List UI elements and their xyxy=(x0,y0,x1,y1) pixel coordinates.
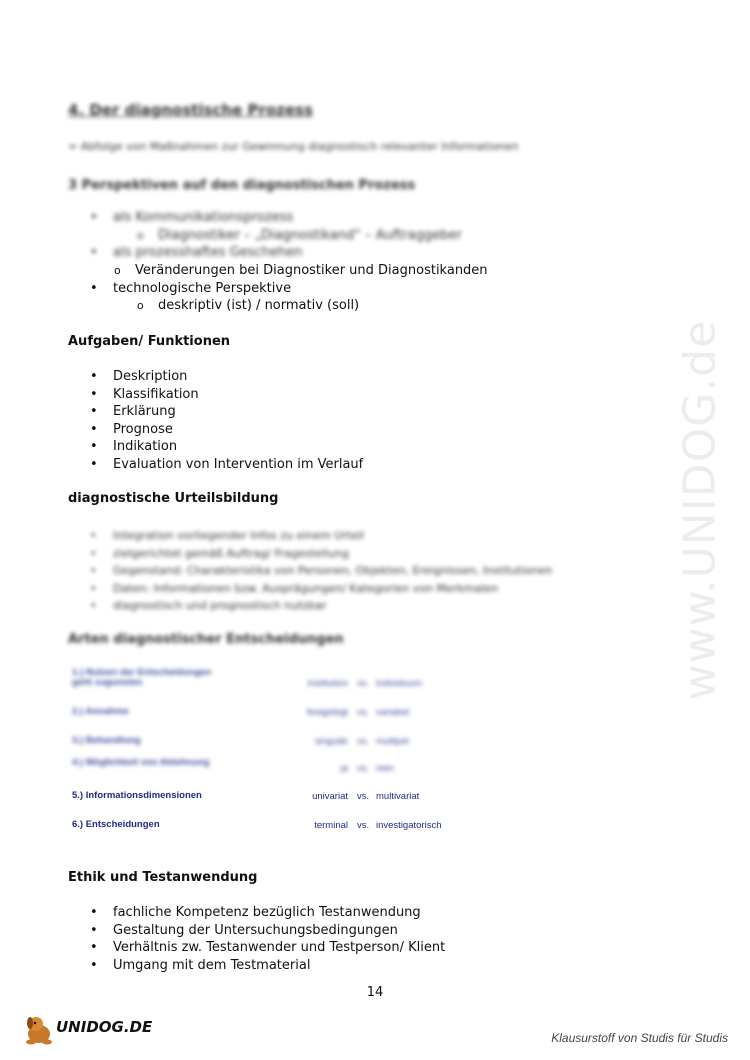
list-item: • diagnostisch und prognostisch nutzbar xyxy=(90,597,552,615)
ethics-title: Ethik und Testanwendung xyxy=(68,870,258,885)
list-item: • Verhältnis zw. Testanwender und Testperson/ Klient xyxy=(90,939,445,957)
tasks-title: Aufgaben/ Funktionen xyxy=(68,334,231,349)
list-item: • Indikation xyxy=(90,438,363,456)
tasks-list xyxy=(90,368,363,473)
list-item: • fachliche Kompetenz bezüglich Testanwendung xyxy=(90,904,445,922)
list-item: • Deskription xyxy=(90,368,363,386)
sub-list-item: o Diagnostiker – „Diagnostikand“ – Auftraggeber xyxy=(113,227,462,245)
list-item: • Umgang mit dem Testmaterial xyxy=(90,957,445,975)
list-item: • Gestaltung der Untersuchungsbedingungen xyxy=(90,922,445,940)
section-heading: 4. Der diagnostische Prozess xyxy=(68,101,313,119)
sub-list-item: o Veränderungen bei Diagnostiker und Diagnostikanden xyxy=(90,262,488,280)
perspectives-list xyxy=(90,209,462,262)
list-item: • Klassifikation xyxy=(90,386,363,404)
list-item: • Daten: Informationen bzw. Ausprägungen/ Kategorien von Merkmalen xyxy=(90,580,552,598)
decisions-title: Arten diagnostischer Entscheidungen xyxy=(68,632,344,647)
sub-list-item: o deskriptiv (ist) / normativ (soll) xyxy=(113,297,488,315)
perspectives-title: 3 Perspektiven auf den diagnostischen Prozess xyxy=(68,178,416,193)
list-item: • Prognose xyxy=(90,421,363,439)
list-item xyxy=(90,262,488,280)
judgement-list xyxy=(90,527,552,615)
list-item: • technologische Perspektive o deskriptiv (ist) / normativ (soll) xyxy=(90,280,488,315)
list-item: • Erklärung xyxy=(90,403,363,421)
ethics-list xyxy=(90,904,445,974)
intro-text: = Abfolge von Maßnahmen zur Gewinnung diagnostisch relevanter Informationen xyxy=(68,140,519,153)
footer-tagline: Klausurstoff von Studis für Studis xyxy=(551,1031,728,1045)
judgement-title: diagnostische Urteilsbildung xyxy=(68,491,279,506)
list-item: • als prozesshaftes Geschehen xyxy=(90,244,462,262)
list-item: • Gegenstand: Charakteristika von Personen, Objekten, Ereignissen, Institutionen xyxy=(90,562,552,580)
list-item: • Integration vorliegender Infos zu einem Urteil xyxy=(90,527,552,545)
list-item: • als Kommunikationsprozess o Diagnostiker – „Diagnostikand“ – Auftraggeber xyxy=(90,209,462,244)
list-item: • Evaluation von Intervention im Verlauf xyxy=(90,456,363,474)
list-item: • zielgerichtet gemäß Auftrag/ Fragestellung xyxy=(90,545,552,563)
page-number: 14 xyxy=(366,985,384,1000)
perspectives-list-clear xyxy=(90,262,488,315)
logo-text: UNIDOG.DE xyxy=(56,1018,153,1036)
